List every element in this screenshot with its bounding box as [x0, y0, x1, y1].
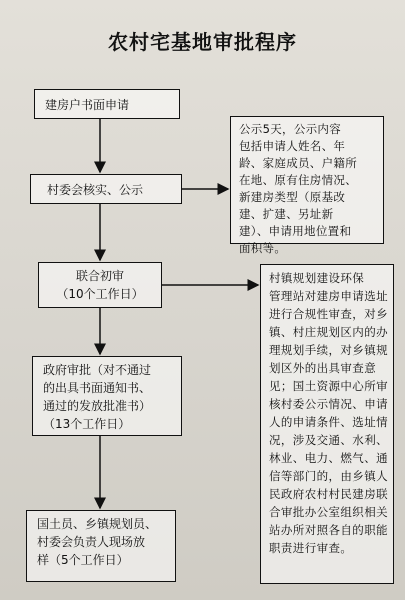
- joint-review-note: [260, 264, 394, 584]
- diagram-title: 农村宅基地审批程序: [108, 30, 297, 54]
- step-government-approval: [32, 356, 182, 436]
- step-government-approval-line-3: 通过的发放批准书）: [43, 399, 152, 413]
- step-joint-review-line-1: 联合初审: [75, 269, 124, 283]
- joint-review-note-line: 划区外的出具审查意: [269, 361, 377, 375]
- step-village-verification-label: 村委会核实、公示: [47, 183, 144, 197]
- joint-review-note-line: 理规划手续，对乡镇规: [269, 343, 388, 357]
- joint-review-note-line: 林业、电力、燃气、通: [269, 451, 388, 465]
- joint-review-note-line: 况，涉及交通、水利、: [269, 433, 388, 447]
- publicity-note-line: 新建房类型（原基改: [239, 190, 346, 204]
- step-site-layout: [26, 510, 176, 582]
- publicity-note-line: 公示5天，公示内容: [239, 122, 342, 136]
- joint-review-note-line: 合审批办公室组织相关: [269, 505, 388, 519]
- step-site-layout-line-2: 村委会负责人现场放: [37, 535, 146, 549]
- publicity-note: [230, 116, 384, 255]
- joint-review-note-line: 站办所对照各自的职能: [269, 523, 388, 537]
- joint-review-note-line: 镇、村庄规划区内的办: [269, 325, 388, 339]
- step-written-application: [34, 89, 180, 119]
- publicity-note-line: 包括申请人姓名、年: [239, 139, 346, 153]
- publicity-note-line: 建）、申请用地位置和: [239, 224, 352, 238]
- step-government-approval-line-2: 的出具书面通知书、: [43, 381, 152, 395]
- joint-review-note-line: 民政府农村村民建房联: [269, 487, 388, 501]
- publicity-note-line: 龄、家庭成员、户籍所: [239, 156, 357, 170]
- joint-review-note-line: 管理站对建房申请选址: [269, 289, 388, 303]
- step-government-approval-line-4: （13个工作日）: [43, 417, 131, 431]
- joint-review-note-line: 人的申请条件、选址情: [269, 415, 388, 429]
- step-site-layout-line-1: 国土员、乡镇规划员、: [37, 517, 158, 531]
- joint-review-note-line: 进行合规性审查，对乡: [269, 307, 388, 321]
- step-site-layout-line-3: 样（5个工作日）: [37, 553, 129, 567]
- step-joint-review: [38, 262, 162, 308]
- step-government-approval-line-1: 政府审批（对不通过: [43, 363, 152, 377]
- joint-review-note-line: 核村委公示情况、申请: [269, 397, 388, 411]
- publicity-note-line: 建、扩建、另址新: [239, 207, 334, 221]
- joint-review-note-line: 村镇规划建设环保: [269, 271, 365, 285]
- step-written-application-label: 建房户书面申请: [45, 98, 130, 112]
- joint-review-note-line: 职责进行审查。: [269, 541, 353, 555]
- publicity-note-line: 面积等。: [239, 241, 287, 255]
- step-village-verification: [30, 174, 182, 204]
- joint-review-note-line: 信等部门的，由乡镇人: [269, 469, 388, 483]
- publicity-note-line: 在地、原有住房情况、: [239, 173, 357, 187]
- step-joint-review-line-2: （10个工作日）: [56, 287, 144, 301]
- joint-review-note-line: 见；国土资源中心所审: [269, 379, 388, 393]
